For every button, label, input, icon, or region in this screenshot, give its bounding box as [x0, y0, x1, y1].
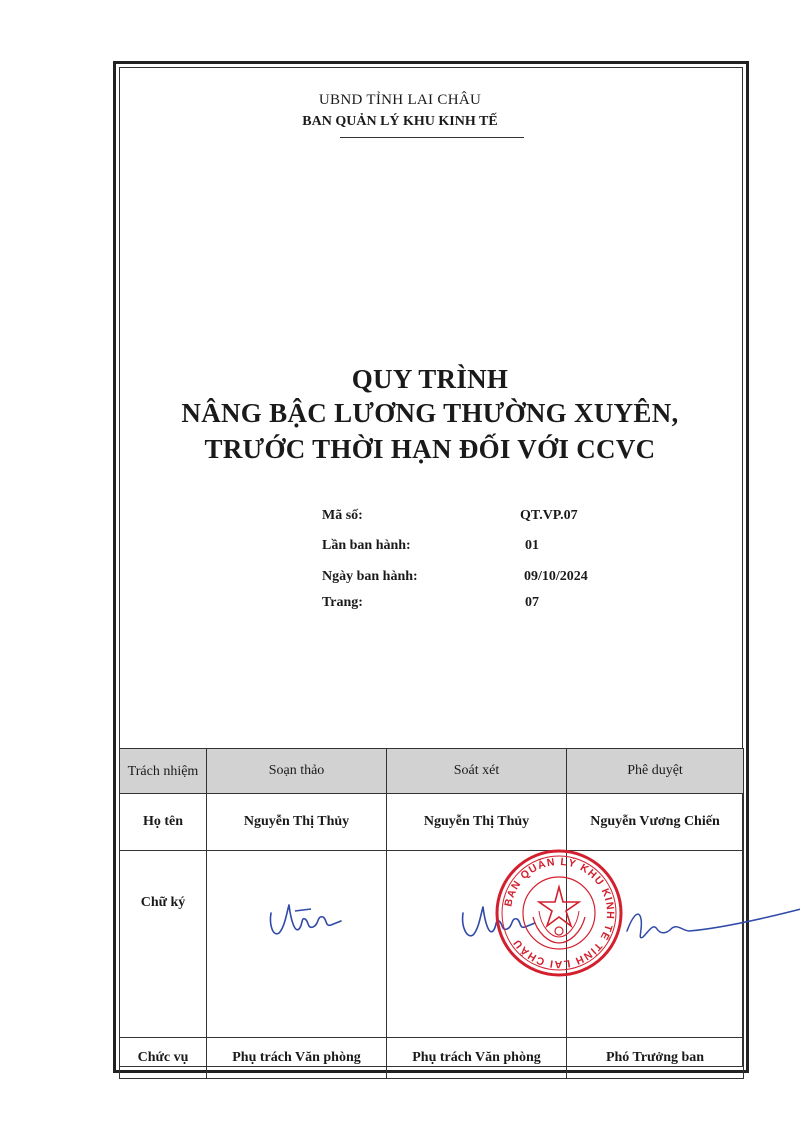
seal-text: BAN QUẢN LÝ KHU KINH TẾ TỈNH LAI CHÂU	[502, 855, 617, 971]
code-label: Mã số:	[322, 508, 363, 523]
approver-name: Nguyễn Vương Chiến	[567, 794, 744, 851]
edition-label: Lần ban hành:	[322, 538, 411, 553]
name-row	[120, 794, 744, 851]
drafter-name: Nguyễn Thị Thủy	[207, 794, 387, 851]
doc-title-line2: NÂNG BẬC LƯƠNG THƯỜNG XUYÊN,	[181, 398, 679, 428]
drafter-position: Phụ trách Văn phòng	[207, 1038, 387, 1079]
header-reviewed: Soát xét	[387, 749, 567, 794]
issue-date-label: Ngày ban hành:	[322, 569, 418, 584]
org-underline	[340, 137, 524, 138]
issue-date-value: 09/10/2024	[524, 569, 588, 584]
position-row-label: Chức vụ	[120, 1038, 207, 1079]
reviewer-name: Nguyễn Thị Thủy	[387, 794, 567, 851]
org-name: BAN QUẢN LÝ KHU KINH TẾ	[302, 114, 498, 129]
drafter-signature-cell	[207, 851, 387, 1038]
drafter-signature	[265, 899, 345, 945]
reviewer-position: Phụ trách Văn phòng	[387, 1038, 567, 1079]
approver-position: Phó Trưởng ban	[567, 1038, 744, 1079]
signature-row	[120, 851, 744, 1038]
doc-title-line3: TRƯỚC THỜI HẠN ĐỐI VỚI CCVC	[204, 434, 656, 464]
pages-value: 07	[525, 595, 539, 610]
approval-table	[119, 748, 744, 1079]
header-drafted: Soạn thảo	[207, 749, 387, 794]
edition-value: 01	[525, 538, 539, 553]
name-row-label: Họ tên	[120, 794, 207, 851]
approval-header-row	[120, 749, 744, 794]
pages-label: Trang:	[322, 595, 363, 610]
org-parent-name: UBND TỈNH LAI CHÂU	[318, 92, 482, 108]
header-responsibility: Trách nhiệm	[120, 749, 207, 794]
seal-star-icon	[539, 887, 579, 926]
official-seal	[493, 847, 625, 979]
signature-row-label: Chữ ký	[120, 851, 207, 1038]
code-value: QT.VP.07	[520, 508, 578, 523]
header-approved: Phê duyệt	[567, 749, 744, 794]
doc-title-line1: QUY TRÌNH	[351, 364, 509, 394]
approver-signature	[623, 901, 800, 951]
position-row	[120, 1038, 744, 1079]
